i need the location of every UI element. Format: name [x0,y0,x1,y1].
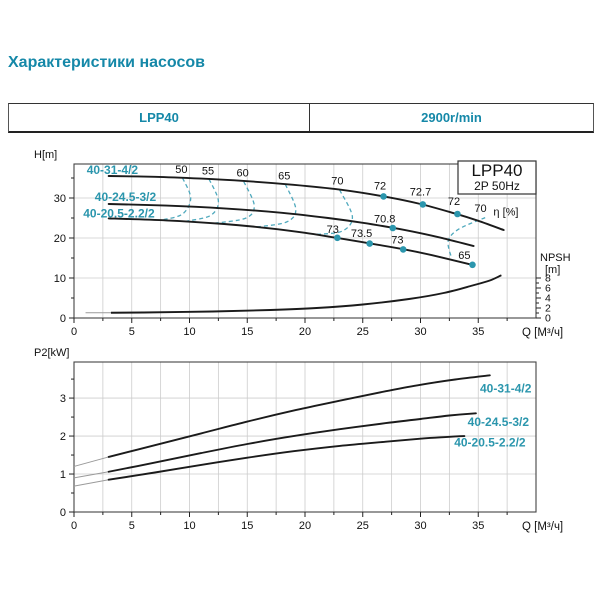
pump-model-cell: LPP40 [9,104,310,131]
efficiency-value: 65 [278,170,291,183]
curve-line [109,176,504,230]
x-axis [71,512,563,533]
efficiency-dot [380,193,387,200]
efficiency-value: 60 [236,167,249,180]
y-axis [34,149,74,325]
x-tick-label: 10 [183,326,196,338]
y-tick-label: 30 [53,193,66,205]
curve-label: 40-31-4/2 [86,163,139,177]
curve-line [109,204,474,246]
efficiency-value: 65 [458,249,471,262]
y-tick-label: 2 [59,431,66,444]
x-tick-label: 20 [298,520,312,532]
efficiency-dot [420,201,427,208]
y-tick-label: 0 [59,507,66,519]
efficiency-dot [400,246,407,253]
x-tick-label: 15 [241,520,254,532]
model-spec: 2P 50Hz [474,179,520,193]
efficiency-dot [389,225,396,232]
curve-40-20.5-2.2/2 [74,436,526,486]
y-tick-label: 0 [59,313,66,325]
efficiency-value: 73.5 [350,228,373,241]
y-tick-label: 1 [59,469,66,482]
npsh-tick-label: 0 [545,312,551,325]
page-title: Характеристики насосов [8,54,205,71]
npsh-tick-label: 2 [545,302,551,315]
efficiency-value: 70.8 [373,213,396,226]
curve-extension [74,457,109,466]
x-axis [71,318,563,339]
curve-label: 40-20.5-2.2/2 [454,435,526,450]
curve-line [109,218,474,265]
y-tick-label: 20 [53,233,66,245]
efficiency-value: 55 [201,165,215,178]
efficiency-value: 70 [331,175,344,188]
curve-40-20.5-2.2/2 [83,207,473,266]
x-tick-label: 20 [298,326,312,338]
y-axis-title: H[m] [34,149,58,161]
x-tick-label: 10 [183,520,196,532]
chart-hq [34,149,571,339]
y-tick-label: 10 [53,273,66,285]
curve-label: 40-24.5-3/2 [94,189,157,204]
x-tick-label: 35 [472,520,485,532]
y-axis-title: P2[kW] [34,347,70,359]
npsh-tick-label: 8 [545,272,551,285]
x-tick-label: 15 [241,326,254,338]
pump-speed-cell: 2900r/min [421,110,482,125]
curve-extension [74,480,109,486]
npsh-axis [536,252,571,325]
x-tick-label: 30 [414,520,427,532]
x-tick-label: 25 [356,520,369,532]
efficiency-value: 72 [447,195,461,208]
x-axis-title: Q [М³/ч] [522,327,564,339]
efficiency-dot [454,211,461,218]
chart-p2 [34,347,563,533]
curve-extension [74,472,109,478]
x-tick-label: 5 [128,326,135,338]
efficiency-value: 50 [175,164,188,177]
curve-line [109,375,490,457]
efficiency-dot [366,240,373,247]
x-tick-label: 25 [356,326,369,338]
y-axis [34,347,74,519]
curve-40-31-4/2 [74,375,532,466]
x-tick-label: 0 [70,326,78,338]
efficiency-dot [469,262,476,269]
npsh-axis-title: NPSH [540,252,571,264]
model-title-box [458,161,536,194]
curve-label: 40-20.5-2.2/2 [83,206,155,221]
efficiency-value: 73 [391,234,404,247]
npsh-curve [111,275,501,312]
efficiency-value: η [%] [493,206,519,219]
x-tick-label: 0 [70,520,78,532]
npsh [86,275,502,312]
x-tick-label: 5 [128,520,135,532]
x-axis-title: Q [М³/ч] [522,521,564,533]
model-name: LPP40 [471,161,523,180]
y-tick-label: 3 [59,393,66,406]
x-tick-label: 30 [414,326,427,338]
curve-label: 40-24.5-3/2 [467,415,530,430]
efficiency-value: 70 [474,203,487,215]
efficiency-value: 73 [326,224,339,237]
npsh-axis-unit: [m] [545,264,561,276]
curve-label: 40-31-4/2 [480,381,532,396]
efficiency-value: 72.7 [409,186,432,199]
npsh-tick-label: 6 [545,282,551,295]
efficiency-value: 72 [373,180,387,193]
x-tick-label: 35 [472,326,485,338]
npsh-tick-label: 4 [545,292,551,305]
